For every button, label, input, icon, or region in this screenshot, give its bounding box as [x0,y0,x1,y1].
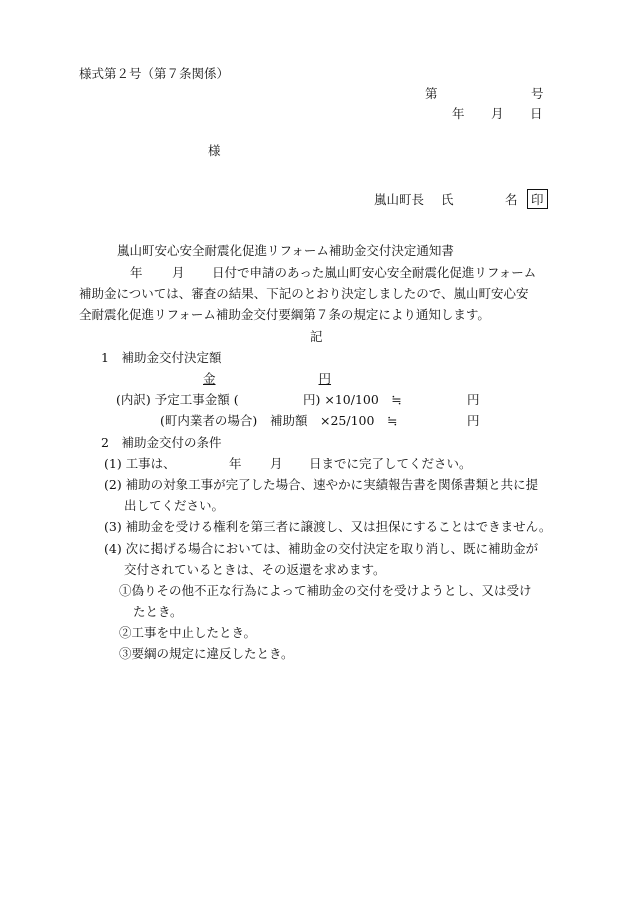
condition-4-line-2: 交付されているときは、その返還を求めます。 [124,562,386,577]
condition-1-end: 日までに完了してください。 [309,456,472,471]
condition-2-line-2: 出してください。 [124,498,225,513]
intro-year: 年 [130,265,143,280]
intro-line-3: 全耐震化促進リフォーム補助金交付要綱第７条の規定により通知します。 [79,307,490,322]
date-month-label: 月 [491,106,504,121]
sub-condition-1-line-2: たとき。 [133,604,183,619]
condition-1-year: 年 [229,456,242,471]
date-day-label: 日 [530,106,543,121]
local-subsidy-rate: 補助額 ×25/100 ≒ [270,413,398,428]
condition-3: (3) 補助金を受ける権利を第三者に譲渡し、又は担保にすることはできません。 [104,519,552,534]
seal-text: 印 [527,189,548,209]
condition-4-line-1: (4) 次に掲げる場合においては、補助金の交付決定を取り消し、既に補助金が [104,541,539,556]
doc-number-suffix: 号 [531,86,544,101]
form-label: 様式第２号（第７条関係） [79,66,230,81]
intro-month: 月 [172,265,185,280]
sub-condition-1-line-1: ①偽りその他不正な行為によって補助金の交付を受けようとし、又は受け [119,583,532,598]
ki-heading: 記 [310,329,323,344]
local-contractor-label: (町内業者の場合) [160,413,258,428]
condition-1-start: (1) 工事は、 [104,456,176,471]
issuer-name-label: 名 [505,192,518,207]
date-year-label: 年 [452,106,465,121]
issuer-title: 氏 [441,192,454,207]
amount-line [203,371,331,387]
breakdown-unit: 円 [467,392,480,407]
breakdown-rate: 円) ×10/100 ≒ [303,392,402,407]
section-2-heading: 2 補助金交付の条件 [101,435,222,450]
amount-prefix: 金 [203,371,216,386]
doc-number-prefix: 第 [425,86,438,101]
sub-condition-2: ②工事を中止したとき。 [119,625,257,640]
section-1-heading: 1 補助金交付決定額 [101,350,222,365]
amount-suffix: 円 [318,371,332,386]
condition-1-month: 月 [270,456,283,471]
sub-condition-3: ③要綱の規定に違反したとき。 [119,646,294,661]
condition-2-line-1: (2) 補助の対象工事が完了した場合、速やかに実績報告書を関係書類と共に提 [104,477,539,492]
issuer: 嵐山町長 [374,192,425,207]
local-unit: 円 [467,413,480,428]
breakdown-label: (内訳) 予定工事金額 ( [116,392,239,407]
intro-line-1: 日付で申請のあった嵐山町安心安全耐震化促進リフォーム [212,265,537,280]
seal-mark [527,189,548,209]
intro-line-2: 補助金については、審査の結果、下記のとおり決定しましたので、嵐山町安心安 [79,286,529,301]
document-title: 嵐山町安心安全耐震化促進リフォーム補助金交付決定通知書 [117,243,454,258]
addressee-suffix: 様 [208,143,221,158]
